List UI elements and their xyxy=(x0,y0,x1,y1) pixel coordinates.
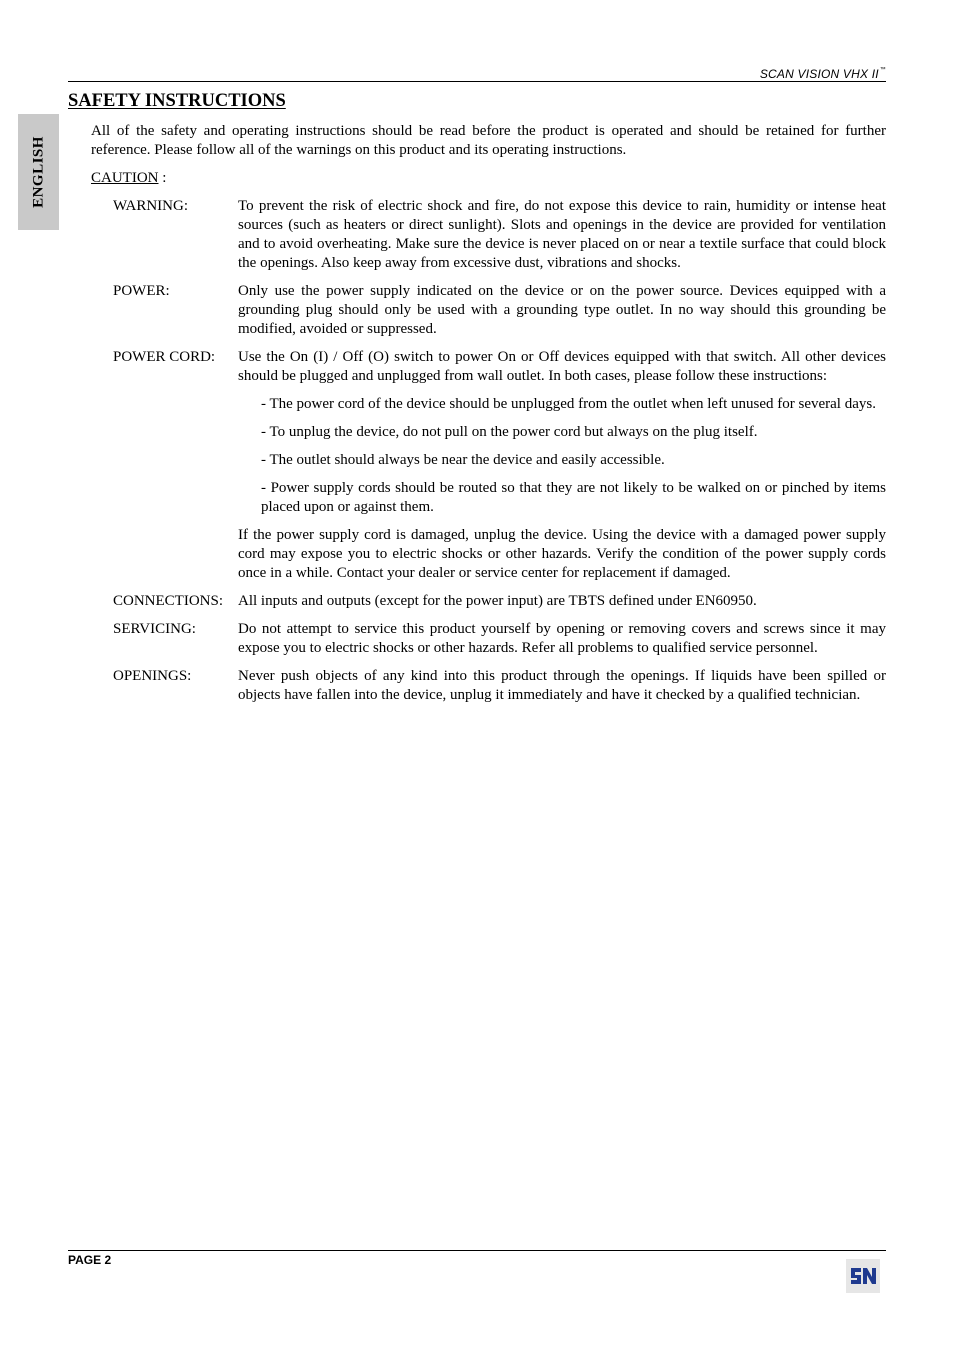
instruction-label: OPENINGS: xyxy=(113,668,192,684)
power-cord-note: If the power supply cord is damaged, unplug the device. Using the device with a damaged power supply cord may expose you to electric shocks or other hazards. Verify the condition of the power supply cords once in a while. Contact your dealer or service center for replacement if damaged. xyxy=(238,527,886,581)
instruction-power-cord xyxy=(113,348,886,583)
sn-logo-icon xyxy=(846,1259,880,1293)
instruction-label: POWER: xyxy=(113,283,170,299)
power-cord-subitem: - The outlet should always be near the device and easily accessible. xyxy=(261,452,665,468)
running-header xyxy=(760,67,886,81)
caution-suffix: : xyxy=(158,170,167,186)
instruction-text: Only use the power supply indicated on the device or on the power source. Devices equipped with a grounding plug should only be used with a grounding type outlet. In no way should this grounding be modified, avoided or suppressed. xyxy=(238,283,886,337)
instruction-label: WARNING: xyxy=(113,198,188,214)
intro-paragraph: All of the safety and operating instructions should be read before the product is operated and should be retained for further reference. Please follow all of the warnings on this product and its operating instructions. xyxy=(91,123,886,158)
instruction-text: Never push objects of any kind into this product through the openings. If liquids have been spilled or objects have fallen into the device, unplug it immediately and have it checked by a qualified technician. xyxy=(238,668,886,703)
language-tab-label: ENGLISH xyxy=(30,136,46,208)
instruction-warning xyxy=(113,197,886,273)
footer-rule xyxy=(68,1250,886,1251)
power-cord-subitem: - The power cord of the device should be unplugged from the outlet when left unused for several days. xyxy=(261,396,876,412)
language-tab xyxy=(18,114,59,230)
trademark-symbol: ™ xyxy=(879,67,886,73)
instruction-openings xyxy=(113,667,886,705)
instruction-connections xyxy=(113,592,886,611)
power-cord-subitem: - Power supply cords should be routed so that they are not likely to be walked on or pinched by items placed upon or against them. xyxy=(261,480,886,515)
header-rule xyxy=(68,81,886,82)
product-name: SCAN VISION VHX II xyxy=(759,67,879,81)
caution-heading xyxy=(91,169,886,188)
instruction-power xyxy=(113,282,886,339)
instruction-label: SERVICING: xyxy=(113,621,196,637)
document-body xyxy=(91,122,886,705)
power-cord-subitem: - To unplug the device, do not pull on the power cord but always on the plug itself. xyxy=(261,424,758,440)
instruction-text: All inputs and outputs (except for the power input) are TBTS defined under EN60950. xyxy=(238,593,757,609)
page-number: PAGE 2 xyxy=(68,1253,112,1267)
caution-label: CAUTION xyxy=(91,170,159,186)
page-title: SAFETY INSTRUCTIONS xyxy=(68,91,286,111)
instruction-label: CONNECTIONS: xyxy=(113,593,224,609)
instruction-label: POWER CORD: xyxy=(113,349,216,365)
instruction-servicing xyxy=(113,620,886,658)
instruction-text: To prevent the risk of electric shock and fire, do not expose this device to rain, humidity or intense heat sources (such as heaters or direct sunlight). Slots and openings in the device are provided for ventilation and to avoid overheating. Make sure the device is never placed on or near a textile surface that could block the openings. Also keep away from excessive dust, vibrations and shocks. xyxy=(238,198,886,271)
instruction-text: Do not attempt to service this product yourself by opening or removing covers and screws since it may expose you to electric shocks or other hazards. Refer all problems to qualified service personnel. xyxy=(238,621,886,656)
instruction-text: Use the On (I) / Off (O) switch to power On or Off devices equipped with that switch. All other devices should be plugged and unplugged from wall outlet. In both cases, please follow these instructions: xyxy=(238,349,886,384)
